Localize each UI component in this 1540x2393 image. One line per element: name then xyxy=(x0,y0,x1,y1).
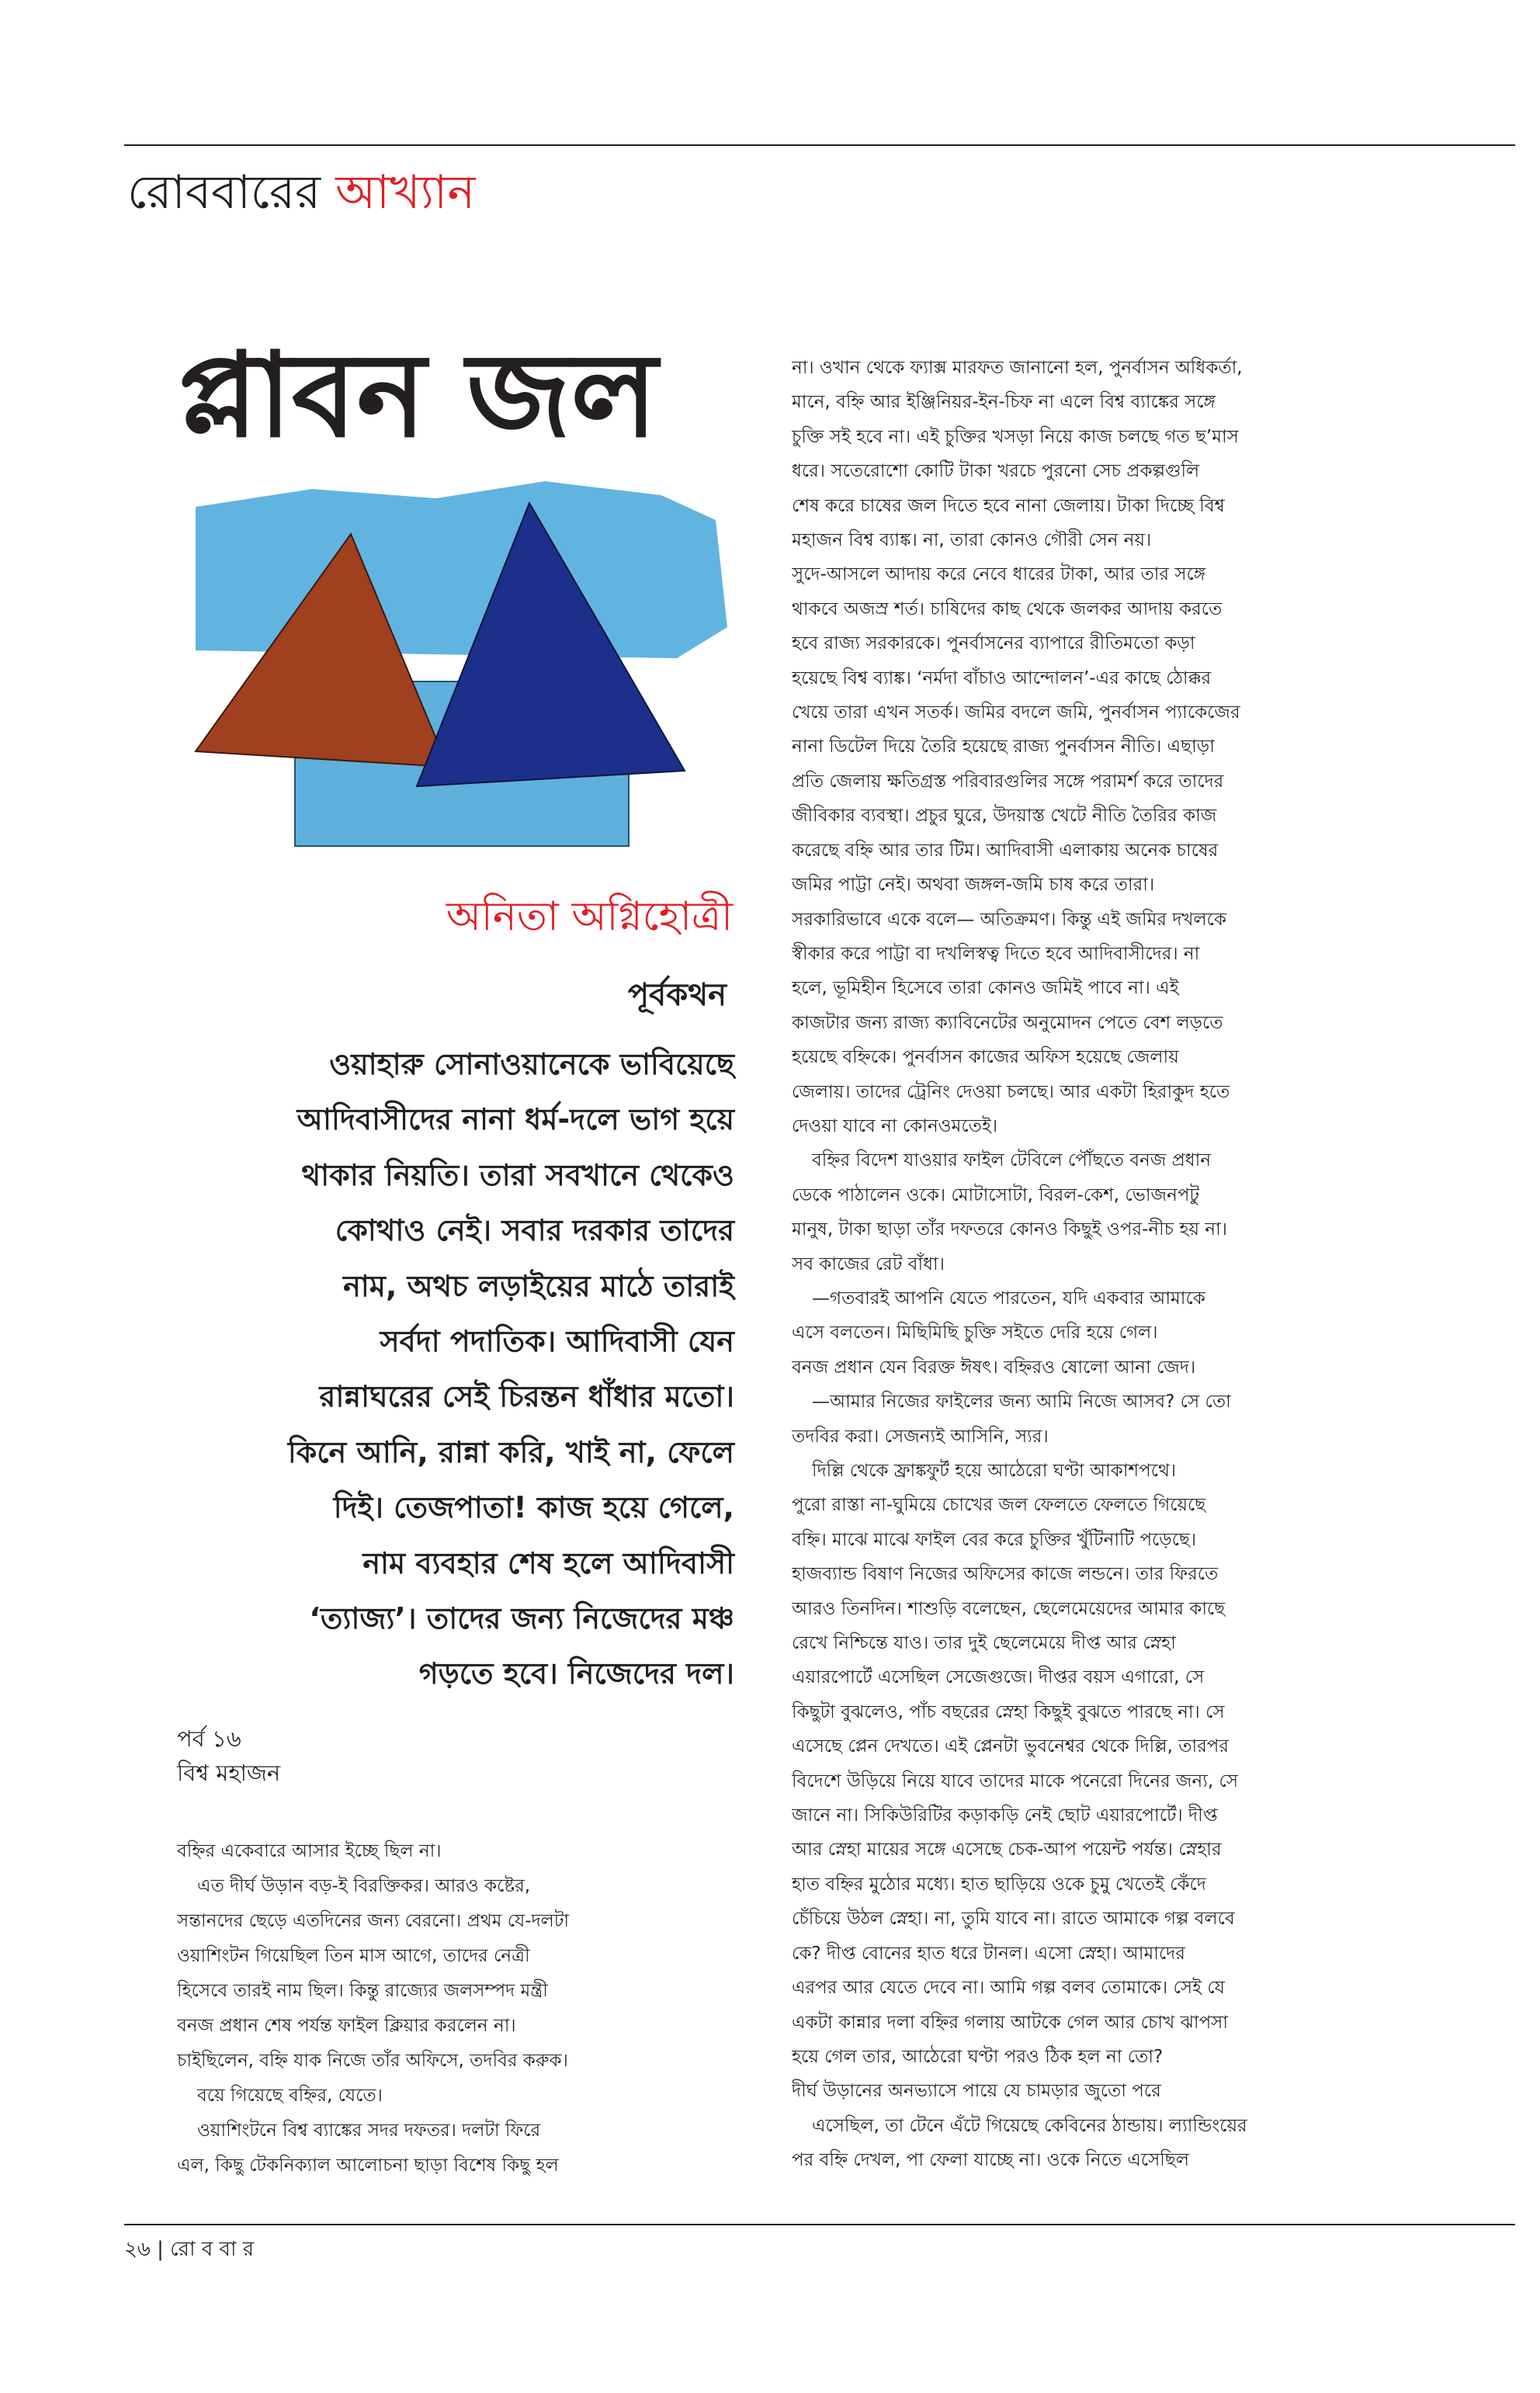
text-line: খেয়ে তারা এখন সতর্ক। জমির বদলে জমি, পুনর্বাসন প্যাকেজের xyxy=(792,702,1240,723)
text-line: কে? দীপ্ত বোনের হাত ধরে টানল। এসো স্নেহা। আমাদের xyxy=(792,1943,1185,1964)
section-header-accent: আখ্যান xyxy=(335,165,476,220)
top-rule xyxy=(124,144,1515,146)
text-line: হলে, ভূমিহীন হিসেবে তারা কোনও জমিই পাবে না। এই xyxy=(792,978,1179,999)
text-line: আর স্নেহা মায়ের সঙ্গে এসেছে চেক-আপ পয়েন্ট পর্যন্ত। স্নেহার xyxy=(792,1840,1222,1861)
text-line: রেখে নিশ্চিন্তে যাও। তার দুই ছেলেমেয়ে দীপ্ত আর স্নেহা xyxy=(792,1633,1176,1654)
text-line: এয়ারপোর্টে এসেছিল সেজেগুজে। দীপ্তর বয়স এগারো, সে xyxy=(792,1667,1205,1688)
text-line: কিছুটা বুঝলেও, পাঁচ বছরের স্নেহা কিছুই বুঝতে পারছে না। সে xyxy=(792,1701,1225,1722)
text-line: ওয়াশিংটনে বিশ্ব ব্যাঙ্কের সদর দফতর। দলটা ফিরে xyxy=(197,2121,541,2141)
text-line: থাকবে অজস্র শর্ত। চাষিদের কাছ থেকে জলকর আদায় করতে xyxy=(792,598,1223,619)
text-line: আরও তিনদিন। শাশুড়ি বলেছেন, ছেলেমেয়েদের আমার কাছে xyxy=(792,1598,1226,1619)
text-line: ধরে। সতেরোশো কোটি টাকা খরচে পুরনো সেচ প্রকল্পগুলি xyxy=(792,461,1200,482)
text-line: চুক্তি সই হবে না। এই চুক্তির খসড়া নিয়ে কাজ চলছে গত ছ’মাস xyxy=(792,426,1239,447)
text-line: করেছে বহ্নি আর তার টিম। আদিবাসী এলাকায় অনেক চাষের xyxy=(792,840,1219,861)
text-line: বয়ে গিয়েছে বহ্নির, যেতে। xyxy=(197,2086,383,2106)
text-line: নাম ব্যবহার শেষ হলে আদিবাসী xyxy=(362,1545,734,1580)
text-line: চেঁচিয়ে উঠল স্নেহা। না, তুমি যাবে না। রাতে আমাকে গল্প বলবে xyxy=(792,1909,1235,1930)
prologue-heading: পূর্বকথন xyxy=(627,977,727,1013)
text-line: মহাজন বিশ্ব ব্যাঙ্ক। না, তারা কোনও গৌরী সেন নয়। xyxy=(792,530,1152,551)
text-line: হয়েছে বিশ্ব ব্যাঙ্ক। ‘নর্মদা বাঁচাও আন্দোলন’-এর কাছে ঠোক্কর xyxy=(792,668,1212,688)
text-line: দেওয়া যাবে না কোনওমতেই। xyxy=(792,1115,998,1136)
text-line: পুরো রাস্তা না-ঘুমিয়ে চোখের জল ফেলতে ফেলতে গিয়েছে xyxy=(792,1495,1206,1516)
text-line: —আমার নিজের ফাইলের জন্য আমি নিজে আসব? সে তো xyxy=(812,1392,1231,1413)
text-line: সব কাজের রেট বাঁধা। xyxy=(792,1254,945,1275)
folio-separator: | xyxy=(157,2238,164,2261)
text-line: হয়েছে বহ্নিকে। পুনর্বাসন কাজের অফিস হয়েছে জেলায় xyxy=(792,1047,1179,1068)
text-line: হাজব্যান্ড বিষাণ নিজের অফিসের কাজে লন্ডনে। তার ফিরতে xyxy=(792,1564,1219,1585)
text-line: বিদেশে উড়িয়ে নিয়ে যাবে তাদের মাকে পনেরো দিনের জন্য, সে xyxy=(792,1770,1239,1791)
story-title: প্লাবন জল xyxy=(179,328,658,463)
text-line: বহ্নির বিদেশ যাওয়ার ফাইল টেবিলে পৌঁছতে বনজ প্রধান xyxy=(812,1150,1212,1171)
text-line: শেষ করে চাষের জল দিতে হবে নানা জেলায়। টাকা দিচ্ছে বিশ্ব xyxy=(792,495,1225,516)
text-line: দিই। তেজপাতা! কাজ হয়ে গেলে, xyxy=(333,1490,734,1525)
text-line: হয়ে গেল তার, আঠেরো ঘণ্টা পরও ঠিক হল না তো? xyxy=(792,2046,1164,2067)
text-line: ডেকে পাঠালেন ওকে। মোটাসোটা, বিরল-কেশ, ভোজনপটু xyxy=(792,1184,1199,1205)
text-line: হিসেবে তারই নাম ছিল। কিন্তু রাজ্যের জলসম্পদ মন্ত্রী xyxy=(177,1981,548,2001)
text-line: কাজটার জন্য রাজ্য ক্যাবিনেটের অনুমোদন পেতে বেশ লড়তে xyxy=(792,1012,1223,1033)
episode-info xyxy=(177,1722,280,1790)
section-header-prefix: রোববারের xyxy=(127,165,321,220)
text-line: পর বহ্নি দেখল, পা ফেলা যাচ্ছে না। ওকে নিতে এসেছিল xyxy=(792,2150,1189,2171)
left-column-text xyxy=(177,1834,720,2183)
text-line: হবে রাজ্য সরকারকে। পুনর্বাসনের ব্যাপারে রীতিমতো কড়া xyxy=(792,633,1195,654)
magazine-name: রো ব বা র xyxy=(170,2238,255,2261)
text-line: সুদে-আসলে আদায় করে নেবে ধারের টাকা, আর তার সঙ্গে xyxy=(792,564,1206,585)
text-line: জমির পাট্টা নেই। অথবা জঙ্গল-জমি চাষ করে তারা। xyxy=(792,875,1155,896)
text-line: বহ্নির একেবারে আসার ইচ্ছে ছিল না। xyxy=(177,1841,442,1861)
text-line: এরপর আর যেতে দেবে না। আমি গল্প বলব তোমাকে। সেই যে xyxy=(792,1978,1225,1999)
text-line: বনজ প্রধান শেষ পর্যন্ত ফাইল ক্লিয়ার করলেন না। xyxy=(177,2016,516,2036)
text-line: ওয়াশিংটন গিয়েছিল তিন মাস আগে, তাদের নেত্রী xyxy=(177,1946,530,1966)
author-name: অনিতা অগ্নিহোত্রী xyxy=(446,893,733,940)
illustration-water-band xyxy=(196,481,727,658)
title-illustration xyxy=(180,464,731,852)
text-line: একটা কান্নার দলা বহ্নির গলায় আটকে গেল আর চোখ ঝাপসা xyxy=(792,2012,1229,2033)
text-line: ‘ত্যাজ্য’। তাদের জন্য নিজেদের মঞ্চ xyxy=(309,1601,734,1636)
bottom-rule xyxy=(124,2224,1515,2225)
right-column-text xyxy=(792,351,1405,2178)
text-line: সন্তানদের ছেড়ে এতদিনের জন্য বেরনো। প্রথম যে-দলটা xyxy=(177,1911,570,1931)
text-line: —গতবারই আপনি যেতে পারতেন, যদি একবার আমাকে xyxy=(812,1288,1205,1309)
text-line: আদিবাসীদের নানা ধর্ম-দলে ভাগ হয়ে xyxy=(297,1102,734,1137)
text-line: নানা ডিটেল দিয়ে তৈরি হয়েছে রাজ্য পুনর্বাসন নীতি। এছাড়া xyxy=(792,737,1215,758)
text-line: হাত বহ্নির মুঠোর মধ্যে। হাত ছাড়িয়ে ওকে চুমু খেতেই কেঁদে xyxy=(792,1874,1206,1895)
prologue-text xyxy=(177,1037,734,1702)
text-line: জীবিকার ব্যবস্থা। প্রচুর ঘুরে, উদয়াস্ত খেটে নীতি তৈরির কাজ xyxy=(792,806,1217,827)
text-line: স্বীকার করে পাট্টা বা দখলিস্বত্ব দিতে হবে আদিবাসীদের। না xyxy=(792,943,1200,964)
text-line: সরকারিভাবে একে বলে— অতিক্রমণ। কিন্তু এই জমির দখলকে xyxy=(792,909,1226,930)
footer-folio xyxy=(124,2234,254,2265)
text-line: বনজ প্রধান যেন বিরক্ত ঈষৎ। বহ্নিরও ষোলো আনা জেদ। xyxy=(792,1357,1196,1378)
text-line: মানে, বহ্নি আর ইঞ্জিনিয়র-ইন-চিফ না এলে বিশ্ব ব্যাঙ্কের সঙ্গে xyxy=(792,392,1216,413)
text-line: চাইছিলেন, বহ্নি যাক নিজে তাঁর অফিসে, তদবির করুক। xyxy=(177,2051,568,2071)
text-line: মানুষ, টাকা ছাড়া তাঁর দফতরে কোনও কিছুই ওপর-নীচ হয় না। xyxy=(792,1219,1228,1240)
text-line: দিল্লি থেকে ফ্রাঙ্কফুর্ট হয়ে আঠেরো ঘণ্টা আকাশপথে। xyxy=(812,1461,1177,1481)
text-line: প্রতি জেলায় ক্ষতিগ্রস্ত পরিবারগুলির সঙ্গে পরামর্শ করে তাদের xyxy=(792,771,1224,792)
section-header xyxy=(127,161,475,224)
text-line: তদবির করা। সেজন্যই আসিনি, স্যর। xyxy=(792,1426,1049,1447)
text-line: এসেছিল, তা টেনে এঁটে গিয়েছে কেবিনের ঠান্ডায়। ল্যান্ডিংয়ের xyxy=(812,2115,1247,2136)
text-line: কিনে আনি, রান্না করি, খাই না, ফেলে xyxy=(287,1434,734,1469)
text-line: জানে না। সিকিউরিটির কড়াকড়ি নেই ছোট এয়ারপোর্টে। দীপ্ত xyxy=(792,1805,1218,1826)
page-number: ২৬ xyxy=(124,2238,151,2261)
text-line: এসে বলতেন। মিছিমিছি চুক্তি সইতে দেরি হয়ে গেল। xyxy=(792,1323,1158,1344)
text-line: থাকার নিয়তি। তারা সবখানে থেকেও xyxy=(301,1157,734,1192)
episode-number: পর্ব ১৬ xyxy=(177,1725,241,1752)
text-line: নাম, অথচ লড়াইয়ের মাঠে তারাই xyxy=(343,1268,734,1303)
text-line: এত দীর্ঘ উড়ান বড়-ই বিরক্তিকর। আরও কষ্টের, xyxy=(197,1876,531,1896)
text-line: সর্বদা পদাতিক। আদিবাসী যেন xyxy=(380,1324,734,1359)
text-line: কোথাও নেই। সবার দরকার তাদের xyxy=(335,1213,734,1248)
text-line: জেলায়। তাদের ট্রেনিং দেওয়া চলছে। আর একটা হিরাকুদ হতে xyxy=(792,1081,1230,1102)
text-line: বহ্নি। মাঝে মাঝে ফাইল বের করে চুক্তির খুঁটিনাটি পড়েছে। xyxy=(792,1529,1197,1550)
text-line: এল, কিছু টেকনিক্যাল আলোচনা ছাড়া বিশেষ কিছু হল xyxy=(177,2155,559,2176)
text-line: গড়তে হবে। নিজেদের দল। xyxy=(418,1656,734,1691)
text-line: ওয়াহারু সোনাওয়ানেকে ভাবিয়েছে xyxy=(329,1047,734,1081)
episode-name: বিশ্ব মহাজন xyxy=(177,1760,281,1786)
text-line: না। ওখান থেকে ফ্যাক্স মারফত জানানো হল, পুনর্বাসন অধিকর্তা, xyxy=(792,358,1243,378)
text-line: এসেছে প্লেন দেখতে। এই প্লেনটা ভুবনেশ্বর থেকে দিল্লি, তারপর xyxy=(792,1736,1230,1757)
text-line: দীর্ঘ উড়ানের অনভ্যাসে পায়ে যে চামড়ার জুতো পরে xyxy=(792,2081,1161,2102)
text-line: রান্নাঘরের সেই চিরন্তন ধাঁধার মতো। xyxy=(319,1379,734,1414)
